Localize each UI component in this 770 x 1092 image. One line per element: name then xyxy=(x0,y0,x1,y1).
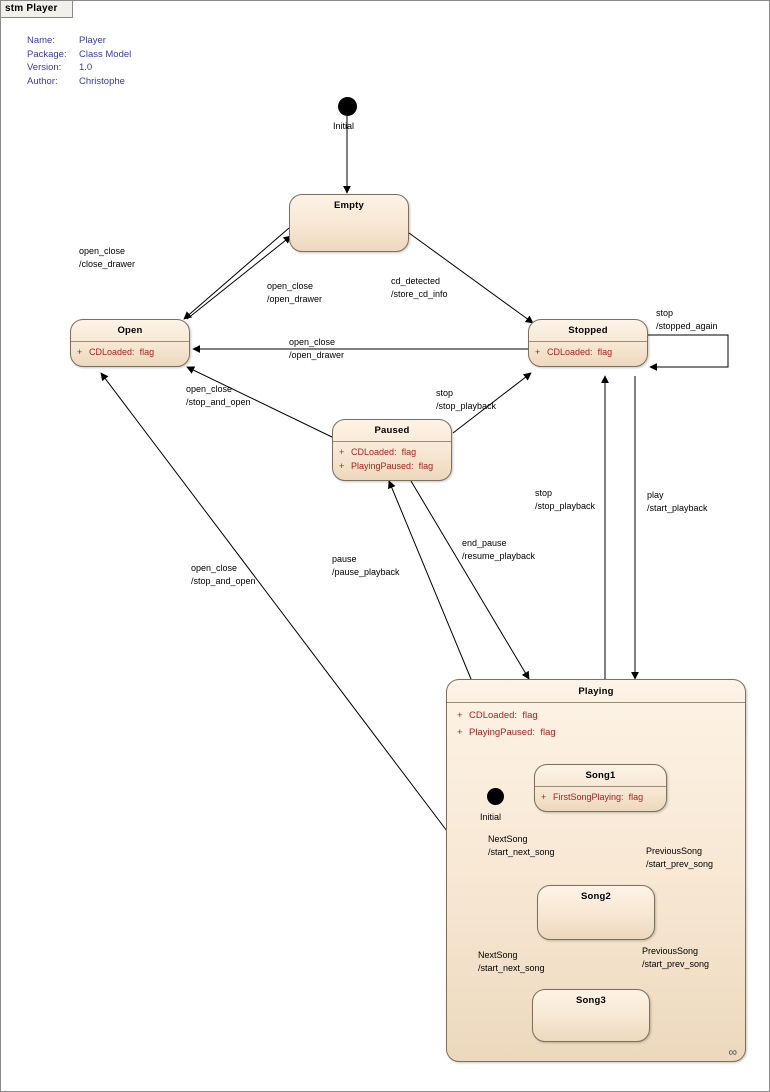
state-song1-title: Song1 xyxy=(585,770,616,781)
transition-label-previous-song-1: PreviousSong /start_prev_song xyxy=(646,846,714,869)
state-attribute xyxy=(535,345,647,359)
attribute-type: flag xyxy=(522,710,538,721)
diagram-frame-tab: stm Player xyxy=(1,1,73,18)
transition-label-play-start-playback: play /start_playback xyxy=(647,490,708,513)
state-attribute xyxy=(457,724,745,741)
transition-label-cd-detected: cd_detected /store_cd_info xyxy=(391,276,448,299)
attribute-type: flag xyxy=(540,727,556,738)
visibility-marker: + xyxy=(77,347,83,357)
attribute-name: CDLoaded: xyxy=(547,347,593,357)
metadata-value: 1.0 xyxy=(79,62,93,73)
state-paused-title: Paused xyxy=(374,425,410,436)
attribute-name: PlayingPaused: xyxy=(351,461,414,471)
attribute-type: flag xyxy=(139,347,155,357)
attribute-type: flag xyxy=(628,792,644,802)
metadata-key: Package: xyxy=(27,48,67,60)
transition-label-open-close-open-drawer-2: open_close /open_drawer xyxy=(289,337,345,360)
metadata-row xyxy=(27,34,131,48)
transition-label-stop-stop-playback-1: stop /stop_playback xyxy=(436,388,497,411)
attribute-name: CDLoaded: xyxy=(351,447,397,457)
state-song2-title: Song2 xyxy=(580,891,612,902)
state-attribute xyxy=(339,459,451,473)
state-playing-title: Playing xyxy=(578,686,614,697)
metadata-value: Class Model xyxy=(79,48,132,60)
state-attribute xyxy=(77,345,189,359)
transition-label-pause: pause /pause_playback xyxy=(332,554,400,577)
state-paused[interactable] xyxy=(332,419,452,481)
visibility-marker: + xyxy=(339,447,345,457)
state-attribute xyxy=(339,445,451,459)
attribute-name: FirstSongPlaying: xyxy=(553,792,624,802)
transition-label-stop-stop-playback-2: stop /stop_playback xyxy=(535,488,596,511)
attribute-name: PlayingPaused: xyxy=(469,727,536,738)
state-song1[interactable] xyxy=(534,764,667,812)
attribute-type: flag xyxy=(418,461,434,471)
state-open-title: Open xyxy=(117,325,143,336)
transition-label-next-song-2: NextSong /start_next_song xyxy=(478,950,545,973)
state-song2[interactable] xyxy=(537,885,655,940)
initial-pseudostate[interactable] xyxy=(338,97,357,116)
state-open[interactable] xyxy=(70,319,190,367)
metadata-value: Christophe xyxy=(79,75,125,87)
attribute-type: flag xyxy=(401,447,417,457)
visibility-marker: + xyxy=(457,710,463,721)
metadata-row xyxy=(27,48,131,62)
metadata-row xyxy=(27,61,131,75)
attribute-name: CDLoaded: xyxy=(89,347,135,357)
metadata-key: Version: xyxy=(27,62,62,73)
state-empty-title: Empty xyxy=(333,200,365,211)
state-song1-attributes xyxy=(535,787,666,804)
metadata-value: Player xyxy=(79,35,106,46)
metadata-key: Author: xyxy=(27,75,58,87)
attribute-name: CDLoaded: xyxy=(469,710,518,721)
visibility-marker: + xyxy=(457,727,463,738)
state-attribute xyxy=(541,790,666,804)
transition-label-next-song-1: NextSong /start_next_song xyxy=(488,834,555,857)
state-paused-attributes xyxy=(333,442,451,473)
inner-initial-pseudostate[interactable] xyxy=(487,788,504,805)
state-song3-title: Song3 xyxy=(575,995,607,1006)
diagram-metadata xyxy=(27,34,131,88)
transition-label-end-pause: end_pause /resume_playback xyxy=(462,538,536,561)
state-playing-attributes xyxy=(447,703,745,741)
inner-initial-pseudostate-label: Initial xyxy=(480,812,502,822)
visibility-marker: + xyxy=(535,347,541,357)
metadata-row xyxy=(27,75,131,89)
transition-label-stop-stopped-again: stop /stopped_again xyxy=(656,308,718,331)
initial-pseudostate-label: Initial xyxy=(333,121,355,131)
transition-label-open-close-stop-and-open-2: open_close /stop_and_open xyxy=(191,563,256,586)
state-stopped-attributes xyxy=(529,342,647,359)
visibility-marker: + xyxy=(339,461,345,471)
attribute-type: flag xyxy=(597,347,613,357)
transition-label-previous-song-2: PreviousSong /start_prev_song xyxy=(642,946,710,969)
history-icon: ∞ xyxy=(728,1045,737,1059)
state-attribute xyxy=(457,707,745,724)
state-song3[interactable] xyxy=(532,989,650,1042)
visibility-marker: + xyxy=(541,792,547,802)
metadata-key: Name: xyxy=(27,35,55,46)
transition-label-open-close-stop-and-open-1: open_close /stop_and_open xyxy=(186,384,251,407)
transition-label-open-close-open-drawer-1: open_close /open_drawer xyxy=(267,281,323,304)
state-empty[interactable] xyxy=(289,194,409,252)
state-stopped[interactable] xyxy=(528,319,648,367)
state-open-attributes xyxy=(71,342,189,359)
transition-label-open-close-close-drawer: open_close /close_drawer xyxy=(79,246,136,269)
state-stopped-title: Stopped xyxy=(568,325,608,336)
